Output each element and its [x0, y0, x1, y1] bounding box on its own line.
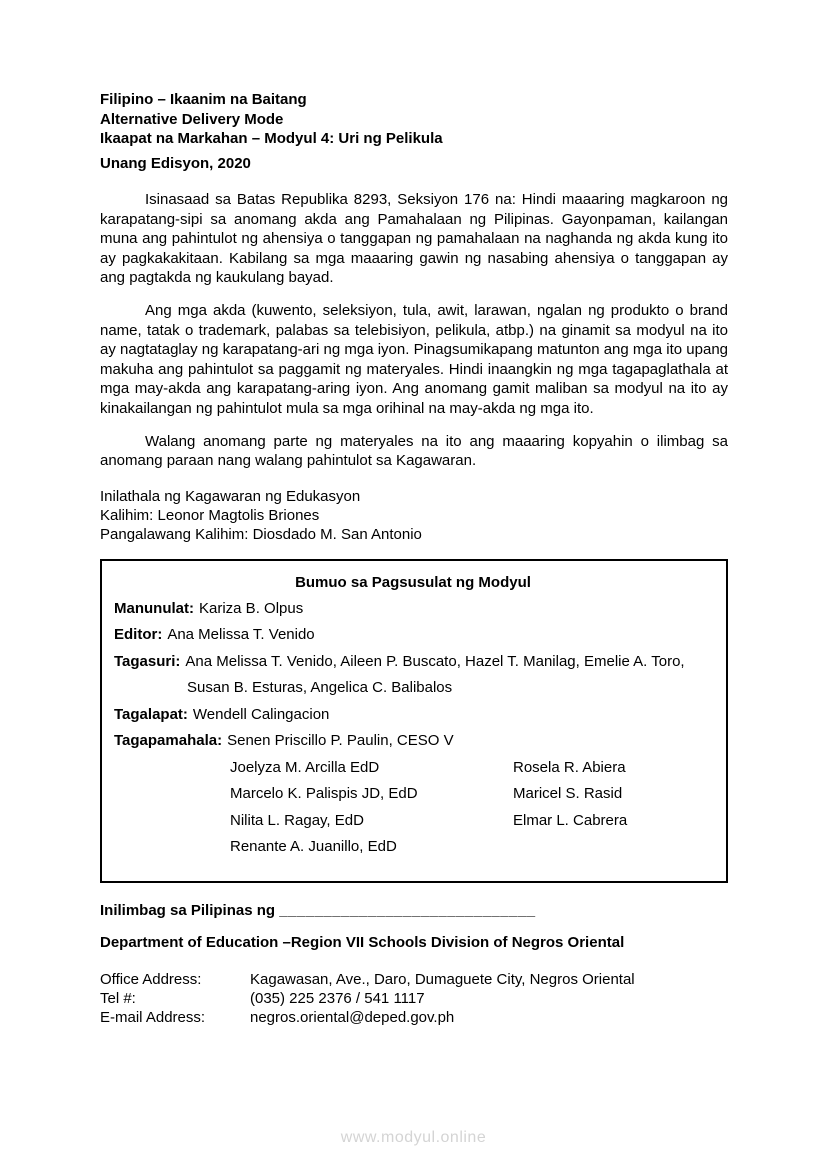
- contact-block: [100, 970, 728, 1028]
- reviewers-label: Tagasuri:: [114, 652, 181, 670]
- undersecretary-line: Pangalawang Kalihim: Diosdado M. San Antonio: [100, 526, 422, 544]
- quarter-module-line: Ikaapat na Markahan – Modyul 4: Uri ng Pelikula: [100, 130, 443, 147]
- management-team-row: [114, 728, 712, 755]
- management-row: [230, 808, 712, 835]
- copyright-paragraph-2: Ang mga akda (kuwento, seleksiyon, tula, awit, larawan, ngalan ng produkto o brand name, tatak o trademark, palabas sa telebisiyon, pelikula, atbp.) na ginamit sa modyul na ito ay nagtataglay ng karapatang-ari ng mga iyon. Pinagsumikapang matunton ang mga ito upang makuha ang pahintulot sa paggamit ng materyales. Hindi inaangkin ng mga tagapaglathala at mga may-akda ang karapatang-aring iyon. Ang anomang gamit maliban sa modyul na ito ay kinakailangan ng pahintulot mula sa mga orihinal na may-akda ng mga ito.: [100, 301, 728, 417]
- email-label: E-mail Address:: [100, 1009, 206, 1027]
- office-address-label: Office Address:: [100, 970, 202, 988]
- printed-in-blank-line: _____________________________: [279, 901, 536, 919]
- writer-value: Kariza B. Olpus: [199, 599, 304, 617]
- layout-artist-value: Wendell Calingacion: [192, 705, 330, 723]
- delivery-mode-line: Alternative Delivery Mode: [100, 110, 284, 128]
- telephone-label: Tel #:: [100, 990, 136, 1008]
- management-team-label: Tagapamahala:: [114, 732, 223, 750]
- page-content: [100, 90, 728, 1028]
- writer-label: Manunulat:: [114, 599, 194, 617]
- telephone-row: [100, 989, 728, 1008]
- development-team-box-title: Bumuo sa Pagsusulat ng Modyul: [295, 573, 531, 591]
- layout-artist-row: [114, 702, 712, 729]
- printed-in-label: Inilimbag sa Pilipinas ng: [100, 901, 276, 919]
- telephone-value: (035) 225 2376 / 541 1117: [250, 990, 425, 1008]
- management-row: [230, 755, 712, 782]
- email-row: [100, 1008, 728, 1027]
- management-member-left: Marcelo K. Palispis JD, EdD: [230, 785, 418, 803]
- management-member-left: Nilita L. Ragay, EdD: [230, 811, 364, 829]
- edition-line: Unang Edisyon, 2020: [100, 154, 251, 172]
- watermark: www.modyul.online: [340, 1129, 487, 1146]
- editor-row: [114, 622, 712, 649]
- management-row: [230, 781, 712, 808]
- secretary-line: Kalihim: Leonor Magtolis Briones: [100, 507, 320, 525]
- management-member-right: Maricel S. Rasid: [513, 785, 623, 803]
- management-row: [230, 834, 712, 861]
- office-address-value: Kagawasan, Ave., Daro, Dumaguete City, Negros Oriental: [250, 970, 635, 988]
- reviewers-row: [114, 649, 712, 676]
- writer-row: [114, 596, 712, 623]
- copyright-paragraph-1: Isinasaad sa Batas Republika 8293, Seksiyon 176 na: Hindi maaaring magkaroon ng karapatang-sipi sa anomang akda ang Pamahalaan ng Pilipinas. Gayonpaman, kailangan muna ang pahintulot ng ahensiya o tanggapan ng pamahalaan na naghanda ng akda kung ito ay pagkakakitaan. Kabilang sa mga maaaring gawin ng nasabing ahensiya o tanggapan ay ang pagtakda ng kaukulang bayad.: [100, 191, 728, 287]
- office-address-row: [100, 970, 728, 989]
- development-team-box: [100, 559, 728, 883]
- management-team-lead: Senen Priscillo P. Paulin, CESO V: [227, 732, 454, 750]
- subject-grade-line: Filipino – Ikaanim na Baitang: [100, 91, 307, 108]
- division-title-line: Department of Education –Region VII Schools Division of Negros Oriental: [100, 934, 625, 952]
- module-title-block: [100, 90, 728, 173]
- published-by-line: Inilathala ng Kagawaran ng Edukasyon: [100, 487, 361, 505]
- editor-value: Ana Melissa T. Venido: [167, 626, 315, 644]
- email-value: negros.oriental@deped.gov.ph: [250, 1009, 455, 1027]
- layout-artist-label: Tagalapat:: [114, 705, 188, 723]
- printed-in-line: [100, 901, 728, 921]
- editor-label: Editor:: [114, 626, 163, 644]
- reviewers-value-line2: Susan B. Esturas, Angelica C. Balibalos: [187, 679, 453, 697]
- management-member-right: Rosela R. Abiera: [513, 758, 626, 776]
- reviewers-value-line1: Ana Melissa T. Venido, Aileen P. Buscato, Hazel T. Manilag, Emelie A. Toro,: [185, 652, 685, 670]
- copyright-paragraph-3: Walang anomang parte ng materyales na ito ang maaaring kopyahin o ilimbag sa anomang paraan nang walang pahintulot sa Kagawaran.: [100, 432, 728, 470]
- publisher-block: [100, 487, 728, 545]
- management-member-right: Elmar L. Cabrera: [513, 811, 628, 829]
- management-member-left: Renante A. Juanillo, EdD: [230, 838, 397, 856]
- management-member-left: Joelyza M. Arcilla EdD: [230, 758, 380, 776]
